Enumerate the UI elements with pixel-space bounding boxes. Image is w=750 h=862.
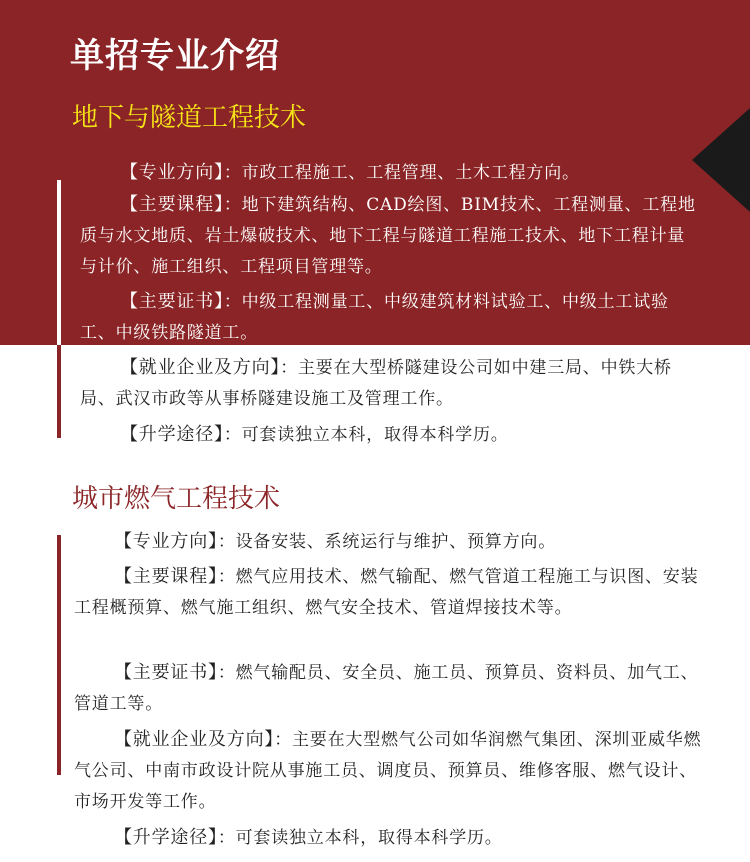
employment-text: ：主要在大型燃气公司如华润燃气集团、深圳亚威华燃气公司、中南市政设计院从事施工员、调度员、预算员、维修客服、燃气设计、市场开发等工作。 bbox=[74, 730, 702, 812]
certificates-label: 【主要证书】 bbox=[114, 662, 218, 683]
further-study-label: 【升学途径】 bbox=[120, 424, 224, 445]
page-title: 单招专业介绍 bbox=[70, 36, 280, 76]
further-study-paragraph bbox=[80, 419, 700, 451]
certificates-paragraph bbox=[74, 657, 704, 720]
direction-text: ：设备安装、系统运行与维护、预算方向。 bbox=[217, 532, 557, 552]
courses-text: ：燃气应用技术、燃气输配、燃气管道工程施工与识图、安装工程概预算、燃气施工组织、燃气安全技术、管道焊接技术等。 bbox=[74, 567, 699, 618]
courses-label: 【主要课程】 bbox=[120, 194, 224, 215]
courses-label: 【主要课程】 bbox=[114, 566, 218, 587]
further-study-text: ：可套读独立本科，取得本科学历。 bbox=[223, 425, 509, 445]
certificates-text: ：燃气输配员、安全员、施工员、预算员、资料员、加气工、管道工等。 bbox=[74, 663, 699, 714]
direction-label: 【专业方向】 bbox=[114, 531, 218, 552]
certificates-text: ：中级工程测量工、中级建筑材料试验工、中级土工试验工、中级铁路隧道工。 bbox=[80, 292, 669, 343]
employment-paragraph bbox=[80, 352, 700, 415]
further-study-paragraph bbox=[74, 822, 704, 854]
further-study-text: ：可套读独立本科，取得本科学历。 bbox=[217, 828, 503, 848]
accent-line bbox=[57, 535, 61, 775]
certificates-label: 【主要证书】 bbox=[120, 291, 224, 312]
certificates-paragraph bbox=[80, 286, 700, 349]
courses-paragraph bbox=[74, 561, 704, 624]
major-title-gas: 城市燃气工程技术 bbox=[72, 484, 281, 514]
accent-line bbox=[57, 345, 61, 438]
direction-label: 【专业方向】 bbox=[120, 162, 224, 183]
direction-text: ：市政工程施工、工程管理、土木工程方向。 bbox=[223, 163, 580, 183]
direction-paragraph bbox=[74, 526, 704, 558]
employment-text: ：主要在大型桥隧建设公司如中建三局、中铁大桥局、武汉市政等从事桥隧建设施工及管理工作。 bbox=[80, 358, 672, 409]
employment-label: 【就业企业及方向】 bbox=[114, 729, 275, 750]
courses-text: ：地下建筑结构、CAD绘图、BIM技术、工程测量、工程地质与水文地质、岩土爆破技术、地下工程与隧道工程施工技术、地下工程计量与计价、施工组织、工程项目管理等。 bbox=[80, 195, 696, 277]
employment-label: 【就业企业及方向】 bbox=[120, 357, 281, 378]
courses-paragraph bbox=[80, 189, 700, 283]
further-study-label: 【升学途径】 bbox=[114, 827, 218, 848]
employment-paragraph bbox=[74, 724, 704, 818]
decorative-triangle bbox=[692, 108, 750, 212]
major-title-tunnel: 地下与隧道工程技术 bbox=[72, 103, 307, 133]
direction-paragraph bbox=[80, 157, 700, 189]
